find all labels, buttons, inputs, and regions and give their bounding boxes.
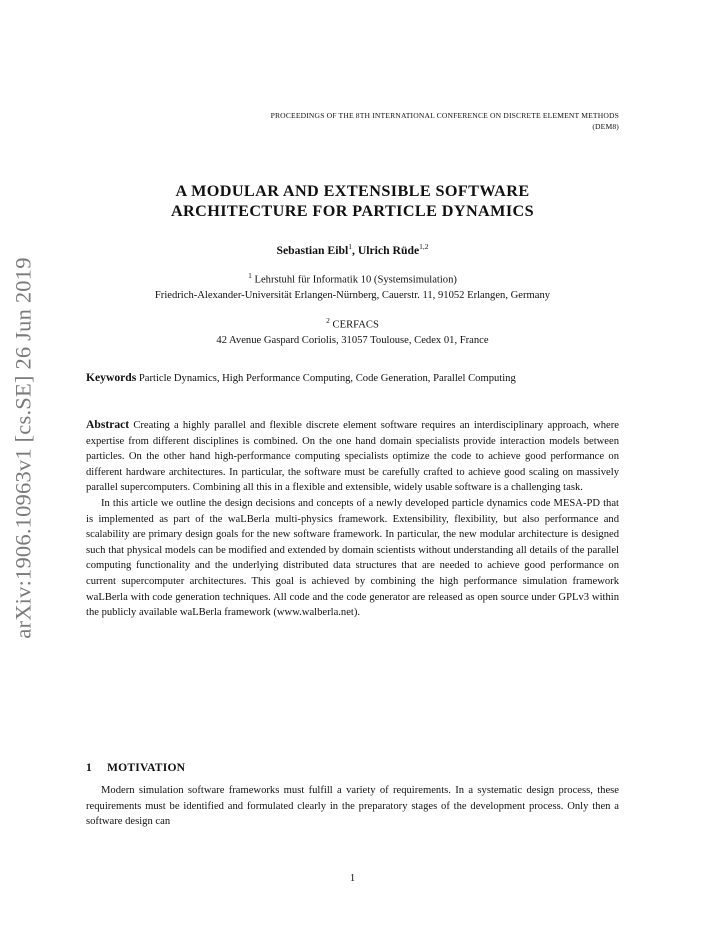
affiliation-2-line1 — [86, 313, 619, 333]
affiliation-2 — [86, 313, 619, 349]
affiliation-2-address: 42 Avenue Gaspard Coriolis, 31057 Toulouse, Cedex 01, France — [216, 335, 489, 347]
keywords-label: Keywords — [86, 371, 137, 384]
affiliation-1-name: Lehrstuhl für Informatik 10 (Systemsimulation) — [251, 274, 457, 286]
section-number: 1 — [86, 761, 92, 774]
section-title: MOTIVATION — [107, 761, 186, 774]
abstract-paragraph-2: In this article we outline the design decisions and concepts of a newly developed particle dynamics code MESA-PD that is implemented as part of the waLBerla multi-physics framework. Extensibility, flexibility, but also performance and scalability are primary design goals for the new software framework. In particular, the new modular architecture is designed such that physical models can be modified and extended by domain scientists without understanding all details of the parallel computing functionality and the underlying distributed data structures that are needed to achieve good performance on current supercomputer architectures. This goal is achieved by combining the high performance simulation framework waLBerla with code generation techniques. All code and the code generator are released as open source under GPLv3 within the publicly available waLBerla framework (www.walberla.net). — [86, 497, 619, 619]
keywords-text: Particle Dynamics, High Performance Computing, Code Generation, Parallel Computing — [136, 373, 516, 384]
title-line2: ARCHITECTURE FOR PARTICLE DYNAMICS — [170, 201, 535, 220]
abstract — [86, 417, 619, 621]
arxiv-identifier: arXiv:1906.10963v1 [cs.SE] 26 Jun 2019 — [11, 257, 37, 639]
section-1-paragraph: Modern simulation software frameworks must fulfill a variety of requirements. In a systematic design process, these requirements must be identified and formulated clearly in the preparatory stages of the development process. Only then a software design can — [86, 785, 619, 828]
running-header-line1: PROCEEDINGS OF THE 8TH INTERNATIONAL CONFERENCE ON DISCRETE ELEMENT METHODS — [270, 111, 619, 120]
running-header-line2: (DEM8) — [592, 121, 619, 131]
abstract-paragraph-1 — [86, 417, 619, 496]
author-1: Sebastian Eibl — [276, 243, 349, 257]
arxiv-stamp — [2, 258, 46, 638]
affiliation-2-mark: 2 — [326, 316, 330, 325]
abstract-label: Abstract — [86, 418, 130, 431]
author-2: Ulrich Rüde — [357, 243, 420, 257]
abstract-p1-text: Creating a highly parallel and flexible discrete element software requires an interdisciplinary approach, where expertise from different disciplines is combined. On the one hand domain specialists provide interaction models between particles. On the other hand high-performance computing specialists optimize the code to achieve good performance on different hardware architectures. In particular, the software must be carefully crafted to achieve good scaling on massively parallel supercomputers. Combining all this in a flexible and extensible, widely usable software is a challenging task. — [86, 420, 619, 494]
paper-title — [86, 182, 619, 221]
author-separator: , — [351, 243, 358, 257]
section-heading — [86, 761, 619, 774]
affiliation-1-line1 — [86, 268, 619, 288]
page-number: 1 — [349, 873, 356, 884]
affiliation-1-mark: 1 — [248, 271, 252, 280]
affiliation-1 — [86, 268, 619, 304]
affiliation-2-name: CERFACS — [329, 319, 379, 331]
author-1-affiliation-mark: 1 — [348, 242, 352, 251]
running-header — [86, 111, 619, 132]
author-list — [86, 242, 619, 257]
affiliation-1-address: Friedrich-Alexander-Universität Erlangen-Nürnberg, Cauerstr. 11, 91052 Erlangen, Germany — [154, 290, 551, 302]
author-2-affiliation-mark: 1,2 — [419, 242, 429, 251]
keywords — [86, 370, 619, 387]
title-line1: A MODULAR AND EXTENSIBLE SOFTWARE — [175, 182, 530, 200]
